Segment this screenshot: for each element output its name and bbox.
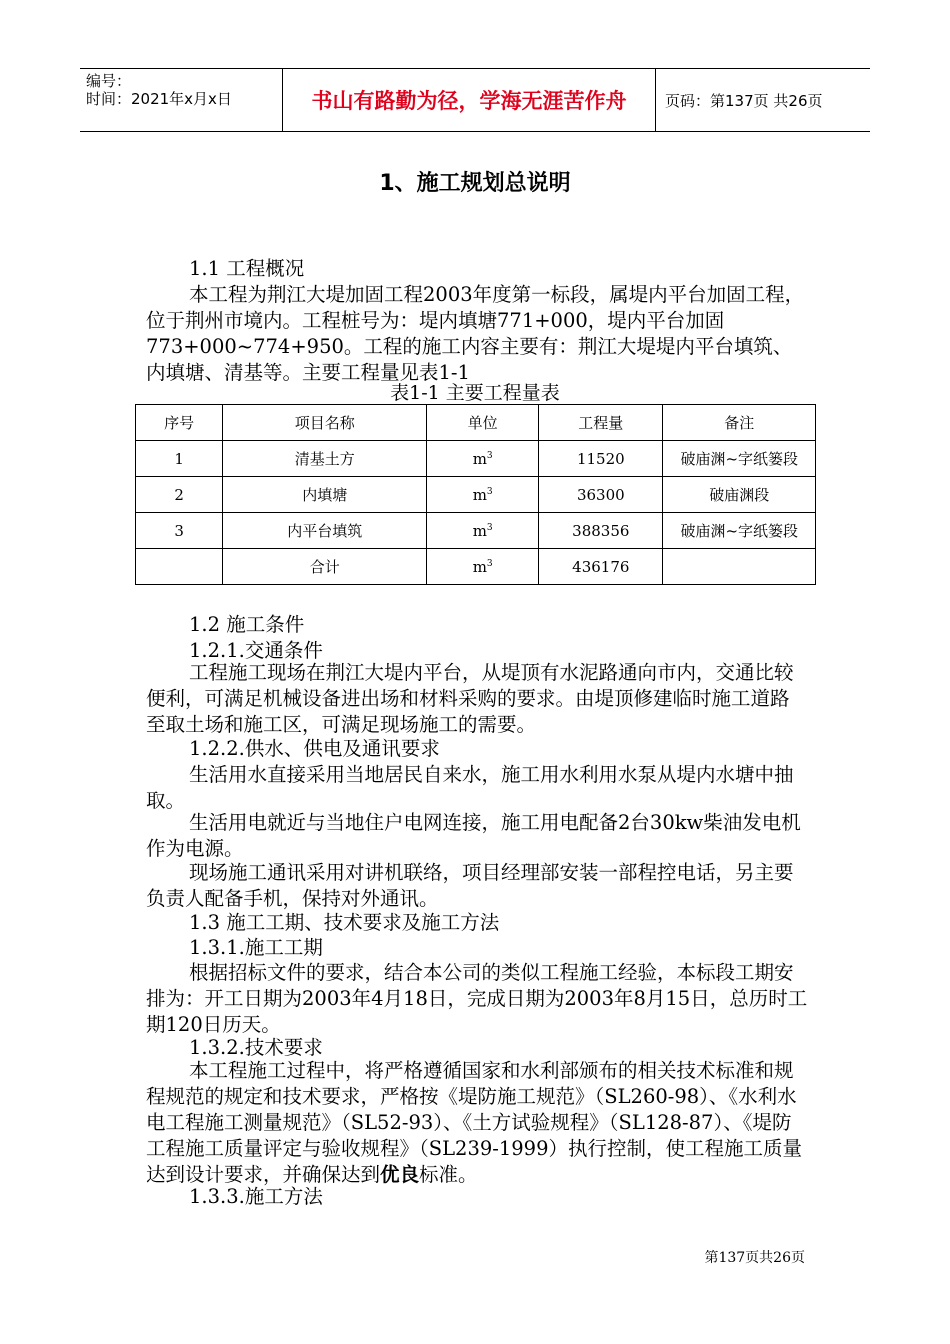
emphasis-excellent: 优良 (380, 1163, 420, 1186)
document-number-label: 编号： (86, 72, 132, 90)
cell-unit: $m^3$ (427, 513, 539, 549)
section-title: 1、施工规划总说明 (379, 171, 571, 196)
heading-1-2-1: 1.2.1.交通条件 (189, 639, 323, 662)
cell-qty: 11520 (539, 441, 663, 477)
paragraph-schedule: 根据招标文件的要求，结合本公司的类似工程施工经验，本标段工期安排为：开工日期为2003年4月18日，完成日期为2003年8月15日，总历时工期120日历天。 (146, 961, 808, 1036)
cell-name: 内平台填筑 (223, 513, 427, 549)
heading-1-2: 1.2 施工条件 (189, 613, 305, 636)
cell-no (136, 549, 223, 585)
table-caption: 表1-1 主要工程量表 (390, 382, 560, 404)
cell-name: 合计 (223, 549, 427, 585)
quantities-table (135, 404, 816, 585)
cell-qty: 388356 (539, 513, 663, 549)
header-cell-qty: 工程量 (539, 405, 663, 441)
table-row (136, 477, 816, 513)
cell-unit: $m^3$ (427, 477, 539, 513)
table-total-row (136, 549, 816, 585)
cell-note: 破庙渊~字纸篓段 (663, 513, 816, 549)
cell-no: 1 (136, 441, 223, 477)
document-time-label: 时间：2021年x月x日 (86, 90, 232, 108)
table-header-row (136, 405, 816, 441)
heading-1-1: 1.1 工程概况 (189, 257, 305, 280)
cell-qty: 36300 (539, 477, 663, 513)
cell-name: 内填塘 (223, 477, 427, 513)
cell-name: 清基土方 (223, 441, 427, 477)
header-page-info: 页码：第137页 共26页 (665, 91, 823, 110)
table-row (136, 441, 816, 477)
header-cell-unit: 单位 (427, 405, 539, 441)
page-header (80, 68, 870, 132)
heading-1-3-3: 1.3.3.施工方法 (189, 1185, 323, 1208)
heading-1-3-2: 1.3.2.技术要求 (189, 1036, 323, 1059)
paragraph-traffic: 工程施工现场在荆江大堤内平台，从堤顶有水泥路通向市内，交通比较便利，可满足机械设备进出场和材料采购的要求。由堤顶修建临时施工道路至取土场和施工区，可满足现场施工的需要。 (146, 661, 794, 736)
cell-unit: $m^3$ (427, 549, 539, 585)
cell-no: 2 (136, 477, 223, 513)
header-cell-no: 序号 (136, 405, 223, 441)
header-meta (80, 69, 282, 131)
cell-unit: $m^3$ (427, 441, 539, 477)
header-cell-name: 项目名称 (223, 405, 427, 441)
heading-1-3: 1.3 施工工期、技术要求及施工方法 (189, 911, 500, 934)
paragraph-project-overview: 本工程为荆江大堤加固工程2003年度第一标段，属堤内平台加固工程，位于荆州市境内。工程桩号为：堤内填塘771+000，堤内平台加固773+000~774+950。工程的施工内容主要有：荆江大堤堤内平台填筑、内填塘、清基等。主要工程量见表1-1 (146, 283, 805, 384)
cell-no: 3 (136, 513, 223, 549)
header-cell-note: 备注 (663, 405, 816, 441)
header-motto: 书山有路勤为径，学海无涯苦作舟 (282, 69, 656, 131)
heading-1-2-2: 1.2.2.供水、供电及通讯要求 (189, 737, 440, 760)
cell-qty: 436176 (539, 549, 663, 585)
cell-note (663, 549, 816, 585)
paragraph-technical-requirements: 本工程施工过程中，将严格遵循国家和水利部颁布的相关技术标准和规程规范的规定和技术要求，严格按《堤防施工规范》（SL260-98）、《水利水电工程施工测量规范》（SL52-93）、《土方试验规程》（SL128-87）、《堤防工程施工质量评定与验收规程》（SL239-1999）执行控制，使工程施工质量达到设计要求，并确保达到优良标准。 (146, 1059, 802, 1186)
cell-note: 破庙渊段 (663, 477, 816, 513)
paragraph-water: 生活用水直接采用当地居民自来水，施工用水利用水泵从堤内水塘中抽取。 (146, 763, 794, 812)
paragraph-communication: 现场施工通讯采用对讲机联络，项目经理部安装一部程控电话，另主要负责人配备手机，保持对外通讯。 (146, 861, 794, 910)
cell-note: 破庙渊~字纸篓段 (663, 441, 816, 477)
paragraph-power: 生活用电就近与当地住户电网连接，施工用电配备2台30kw柴油发电机作为电源。 (146, 811, 801, 860)
page-footer: 第137页共26页 (704, 1250, 805, 1266)
heading-1-3-1: 1.3.1.施工工期 (189, 936, 323, 959)
table-row (136, 513, 816, 549)
